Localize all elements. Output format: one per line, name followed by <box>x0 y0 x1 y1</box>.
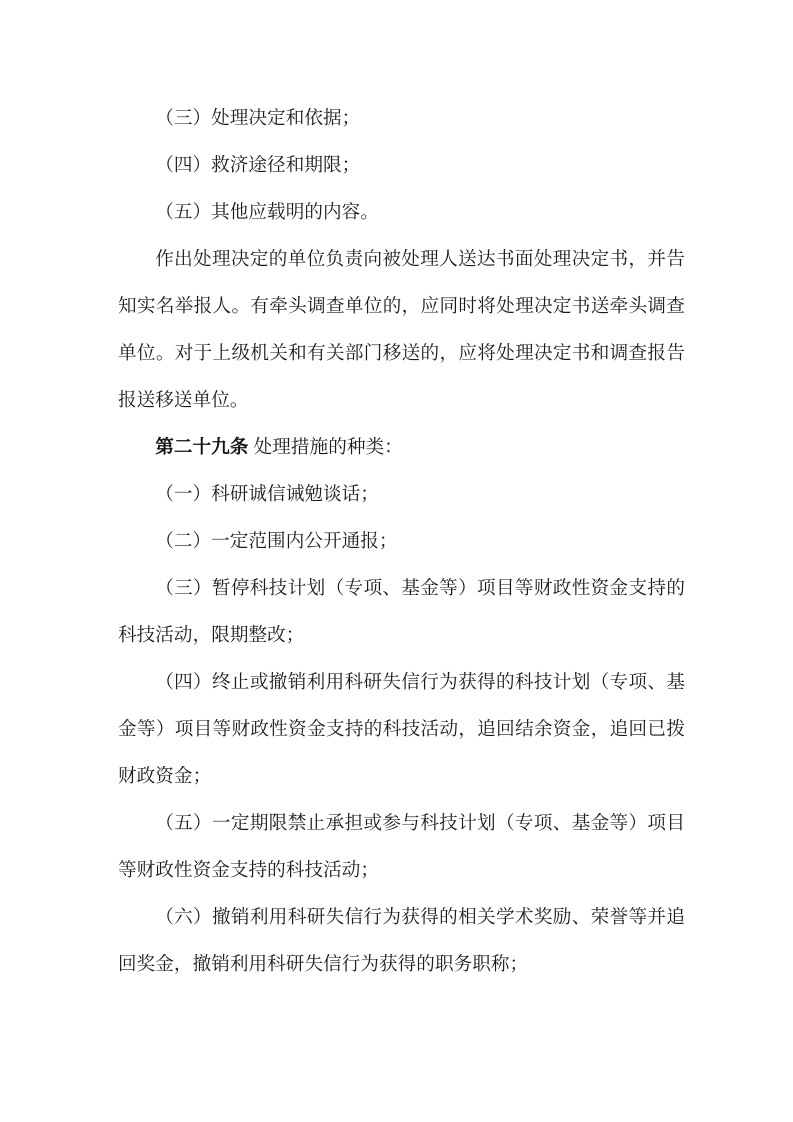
list-item: （四）救济途径和期限； <box>155 154 361 175</box>
body-paragraph: 作出处理决定的单位负责向被处理人送达书面处理决定书，并告知实名举报人。有牵头调查单位的，应同时将处理决定书送牵头调查单位。对于上级机关和有关部门移送的，应将处理决定书和调查报告报送移送单位。 <box>118 248 685 410</box>
list-item: （一）科研诚信诫勉谈话； <box>155 483 379 504</box>
list-item: （四）终止或撤销利用科研失信行为获得的科技计划（专项、基金等）项目等财政性资金支持的科技活动，追回结余资金，追回已拨财政资金； <box>118 671 685 786</box>
list-item: （五）一定期限禁止承担或参与科技计划（专项、基金等）项目等财政性资金支持的科技活动； <box>118 812 685 880</box>
list-item: （三）暂停科技计划（专项、基金等）项目等财政性资金支持的科技活动，限期整改； <box>118 577 685 645</box>
list-item: （二）一定范围内公开通报； <box>155 530 398 551</box>
list-item: （五）其他应载明的内容。 <box>155 201 379 222</box>
document-body <box>118 94 685 987</box>
list-item: （三）处理决定和依据； <box>155 107 361 128</box>
list-item: （六）撤销利用科研失信行为获得的相关学术奖励、荣誉等并追回奖金，撤销利用科研失信行为获得的职务职称； <box>118 906 685 974</box>
article-number: 第二十九条 <box>155 436 249 457</box>
article-clause: 第二十九条 处理措施的种类： <box>155 436 403 457</box>
